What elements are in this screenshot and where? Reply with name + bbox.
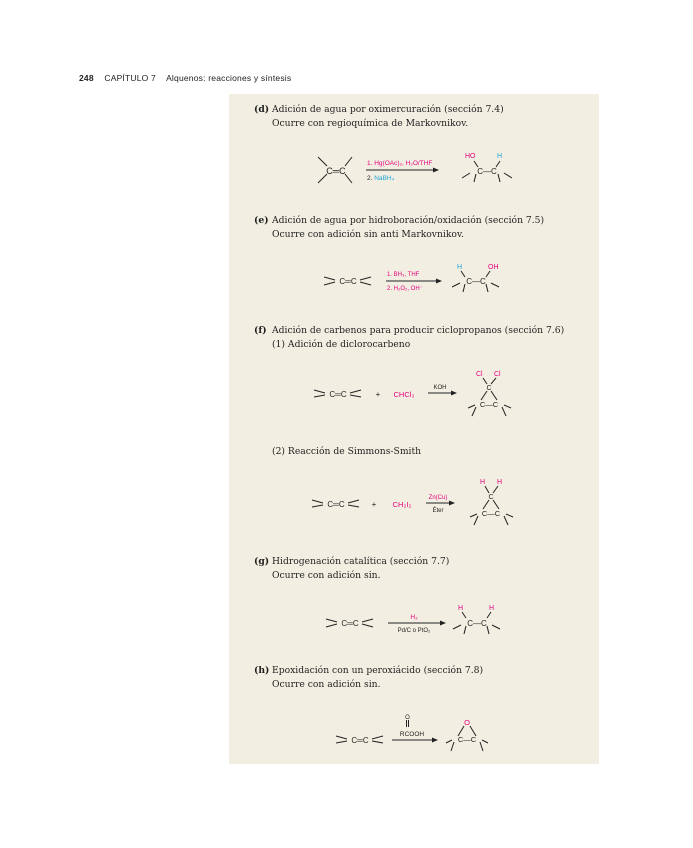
alkene-formula: C═C [341,619,359,628]
scheme-hydrogenation [320,600,520,644]
reagent-step-2: 2. H₂O₂, OH⁻ [387,286,423,292]
section-title: Adición de carbenos para producir ciclopropanos (sección 7.6) [272,325,565,336]
chlorine-right: Cl [494,371,501,378]
reaction-condition-solvent: Éter [432,508,444,514]
scheme-oxymercuration [300,146,540,194]
reagent-peroxyacid: RCOOH [399,731,425,738]
running-header [79,73,291,83]
section-label: (e) [254,215,269,226]
methylene-hydrogen-right: H [497,479,503,486]
section-title: Adición de agua por hidroboración/oxidación (sección 7.5) [272,215,545,226]
ring-carbon-top: C [486,385,492,392]
reagent-step-1: 1. BH₃, THF [387,272,420,278]
alkene-formula: C═C [327,500,345,509]
section-note: Ocurre con adición sin. [272,569,381,581]
product-core: C—C [466,277,486,286]
chapter-title: Alquenos: reacciones y síntesis [166,73,292,83]
product-hydrogen: H [457,264,463,271]
scheme-dichlorocarbene [308,366,538,424]
ring-carbon-base: C—C [481,509,501,518]
product-core: C—C [467,619,487,628]
product-hydrogen: H [497,153,503,160]
section-title: Epoxidación con un peroxiácido (sección 7.8) [272,665,484,676]
reaction-condition: KOH [433,385,447,391]
alkene-formula: C═C [326,166,346,176]
section-note: Ocurre con adición sin. [272,678,381,690]
reagent-catalyst: Pd/C o PtO₂ [397,628,431,634]
ring-carbon-base: C—C [479,400,499,409]
section-title: Hidrogenación catalítica (sección 7.7) [272,556,450,567]
product-hydrogen-right: H [489,605,495,612]
section-label: (h) [254,665,270,676]
section-note: Ocurre con regioquímica de Markovnikov. [272,117,469,129]
section-e [254,214,544,241]
section-f [254,324,564,351]
section-g [254,555,449,582]
plus-sign: + [371,500,377,509]
carbonyl-oxygen: O [405,715,410,721]
section-h [254,664,483,691]
subsection-simmons-smith: (2) Reacción de Simmons-Smith [272,446,422,457]
section-label: (d) [254,104,270,115]
section-label: (g) [254,556,270,567]
section-title: Adición de agua por oximercuración (sección 7.4) [272,104,504,115]
ring-carbon-top: C [488,494,494,501]
product-hydroxyl: OH [488,264,499,271]
reagent-step-1: 1. Hg(OAc)₂, H₂O/THF [367,160,433,167]
epoxide-oxygen: O [464,718,470,727]
page-number: 248 [79,73,94,83]
reagent-chloroform: CHCl₃ [393,390,415,399]
product-hydroxyl: HO [465,153,476,160]
plus-sign: + [375,390,381,399]
subsection-dichlorocarbene: (1) Adición de diclorocarbeno [272,338,411,350]
alkene-formula: C═C [339,277,357,286]
reagent-step-2: 2. NaBH₄ [367,175,395,182]
section-label: (f) [254,325,267,336]
scheme-simmons-smith [306,474,536,534]
section-d [254,103,504,130]
product-core: C—C [457,735,477,744]
alkene-formula: C═C [351,736,369,745]
scheme-epoxidation [330,712,510,758]
product-hydrogen-left: H [458,605,464,612]
scheme-hydroboration [318,258,518,302]
reagent-diiodomethane: CH₂I₂ [392,500,412,509]
section-note: Ocurre con adición sin anti Markovnikov. [272,228,464,240]
product-core: C—C [477,167,497,176]
chapter-label: CAPÍTULO 7 [104,73,156,83]
alkene-formula: C═C [329,390,347,399]
reaction-condition-catalyst: Zn(Cu) [428,495,448,501]
reagent-hydrogen: H₂ [410,614,418,621]
methylene-hydrogen-left: H [480,479,486,486]
chlorine-left: Cl [476,371,483,378]
